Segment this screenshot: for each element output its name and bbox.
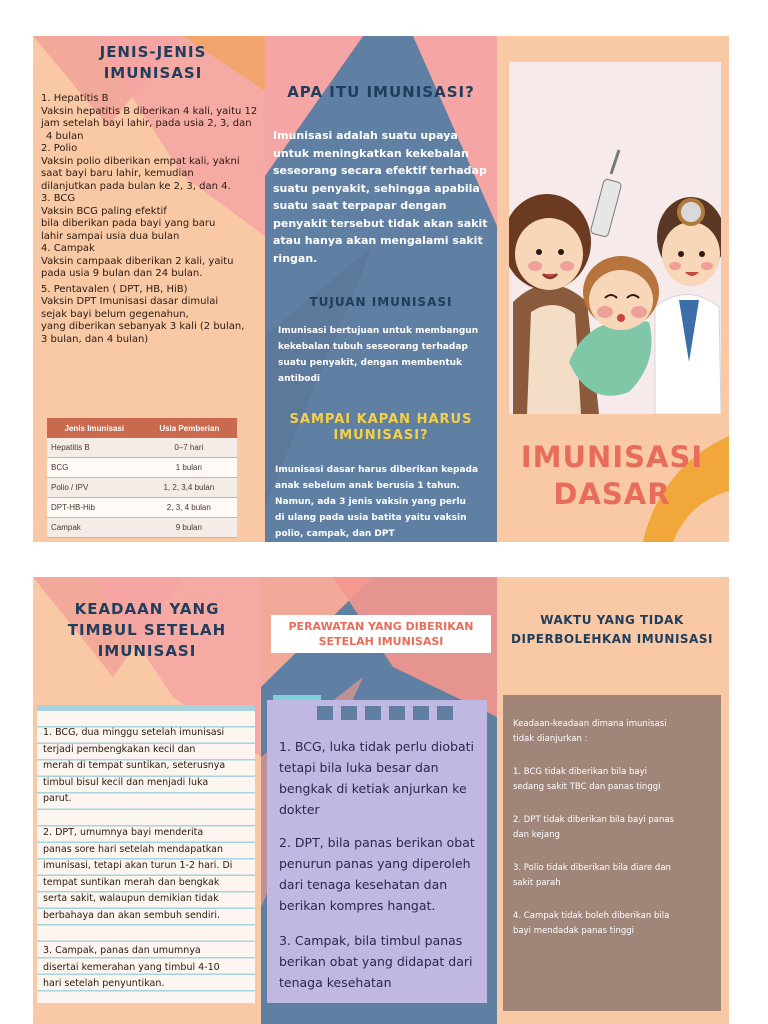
perawatan-para-bcg: 1. BCG, luka tidak perlu diobati tetapi bila luka besar dan bengkak di ketiak anjurkan ke dokter [279,739,475,817]
sampai-title: SAMPAI KAPAN HARUS IMUNISASI? [289,412,473,443]
jenis-title: JENIS-JENIS IMUNISASI [99,43,207,82]
table-row: Polio / IPV 1, 2, 3,4 bulan [47,478,237,498]
jenis-item-head: 2. Polio [41,143,78,154]
cover-illustration [509,62,721,414]
keadaan-title: KEADAAN YANG TIMBUL SETELAH IMUNISASI [67,600,227,660]
waktu-item-polio: 3. Polio tidak diberikan bila diare dan sakit parah [513,863,671,888]
table-header-row: Jenis Imunisasi Usia Pemberian [47,418,237,438]
waktu-item-bcg: 1. BCG tidak diberikan bila bayi sedang sakit TBC dan panas tinggi [513,767,661,792]
tujuan-title: TUJUAN IMUNISASI [309,295,453,309]
waktu-item-dpt: 2. DPT tidak diberikan bila bayi panas dan kejang [513,815,674,840]
table-row: Hepatitis B 0–7 hari [47,438,237,458]
tujuan-text: Imunisasi bertujuan untuk membangun kekebalan tubuh seseorang terhadap suatu penyakit, dengan membentuk antibodi [278,326,479,384]
perawatan-title-box [271,615,491,653]
table-row: BCG 1 bulan [47,458,237,478]
jenis-list: 1. Hepatitis B Vaksin hepatitis B diberikan 4 kali, yaitu 12 jam setelah bayi lahir, pada usia 2, 3, dan 4 bulan 2. Polio Vaksin polio diberikan empat kali, yakni saat bayi baru lahir, kemudian dilanjutkan pada bulan ke 2, 3, dan 4. 3. BCG Vaksin BCG paling efektif bila diberikan pada bayi yang baru lahir sampai usia dua bulan 4. Campak Vaksin campaak diberikan 2 kali, yaitu pada usia 9 bulan dan 24 bulan. 5. Pentavalen ( DPT, HB, HiB) Vaksin DPT Imunisasi dasar dimulai sejak bayi belum gegenahun, yang diberikan sebanyak 3 kali (2 bulan, 3 bulan, dan 4 bulan) [41,93,261,346]
sampai-text: Imunisasi dasar harus diberikan kepada anak sebelum anak berusia 1 tahun. Namun, ada 3 jenis vaksin yang perlu di ulang pada usia batita yaitu vaksin polio, campak, dan DPT [275,465,479,539]
cover-title: IMUNISASI DASAR [520,440,704,511]
perawatan-card [267,710,487,1003]
immunization-schedule-table [47,418,237,538]
jenis-item-head: 5. Pentavalen ( DPT, HB, HiB) [41,283,188,295]
jenis-imunisasi-column [33,36,265,542]
film-strip-decoration [267,700,487,724]
perawatan-para-campak: 3. Campak, bila timbul panas berikan obat yang didapat dari tenaga kesehatan [279,933,473,990]
keadaan-notepad [37,705,255,1003]
keadaan-para-dpt: 2. DPT, umumnya bayi menderita panas sore hari setelah mendapatkan imunisasi, tetapi akan turun 1-2 hari. Di tempat suntikan merah dan bengkak serta sakit, walaupun demikian tidak berbahaya dan akan sembuh sendiri. [43,827,233,921]
apa-text: Imunisasi adalah suatu upaya untuk meningkatkan kekebalan seseorang secara efektif terhadap suatu penyakit, sehingga apabila suatu saat terpapar dengan penyakit tersebut tidak akan sakit atau hanya akan mengalami sakit ringan. [273,129,488,265]
waktu-item-campak: 4. Campak tidak boleh diberikan bila bayi mendadak panas tinggi [513,911,670,936]
jenis-item-head: 4. Campak [41,243,95,254]
table-row: DPT-HB-Hib 2, 3, 4 bulan [47,498,237,518]
perawatan-title: PERAWATAN YANG DIBERIKAN SETELAH IMUNISASI [288,620,474,648]
brochure-inside-panel [33,577,729,1024]
jenis-item-head: 1. Hepatitis B [41,93,109,104]
waktu-card [503,695,721,1011]
perawatan-para-dpt: 2. DPT, bila panas berikan obat penurun panas yang diperoleh dari tenaga kesehatan dan berikan kompres hangat. [279,835,475,913]
waktu-intro: Keadaan-keadaan dimana imunisasi tidak dianjurkan : [513,719,667,744]
table-row: Campak 9 bulan [47,518,237,538]
brochure-outside-panel [33,36,729,542]
keadaan-para-bcg: 1. BCG, dua minggu setelah imunisasi terjadi pembengkakan kecil dan merah di tempat suntikan, seterusnya timbul bisul kecil dan menjadi luka parut. [43,727,226,804]
apa-title: APA ITU IMUNISASI? [287,83,475,101]
info-column [265,36,497,542]
keadaan-para-campak: 3. Campak, panas dan umumnya disertai kemerahan yang timbul 4-10 hari setelah penyuntikan. [43,945,220,989]
waktu-title: WAKTU YANG TIDAK DIPERBOLEHKAN IMUNISASI [511,613,713,646]
jenis-item-head: 3. BCG [41,193,76,204]
